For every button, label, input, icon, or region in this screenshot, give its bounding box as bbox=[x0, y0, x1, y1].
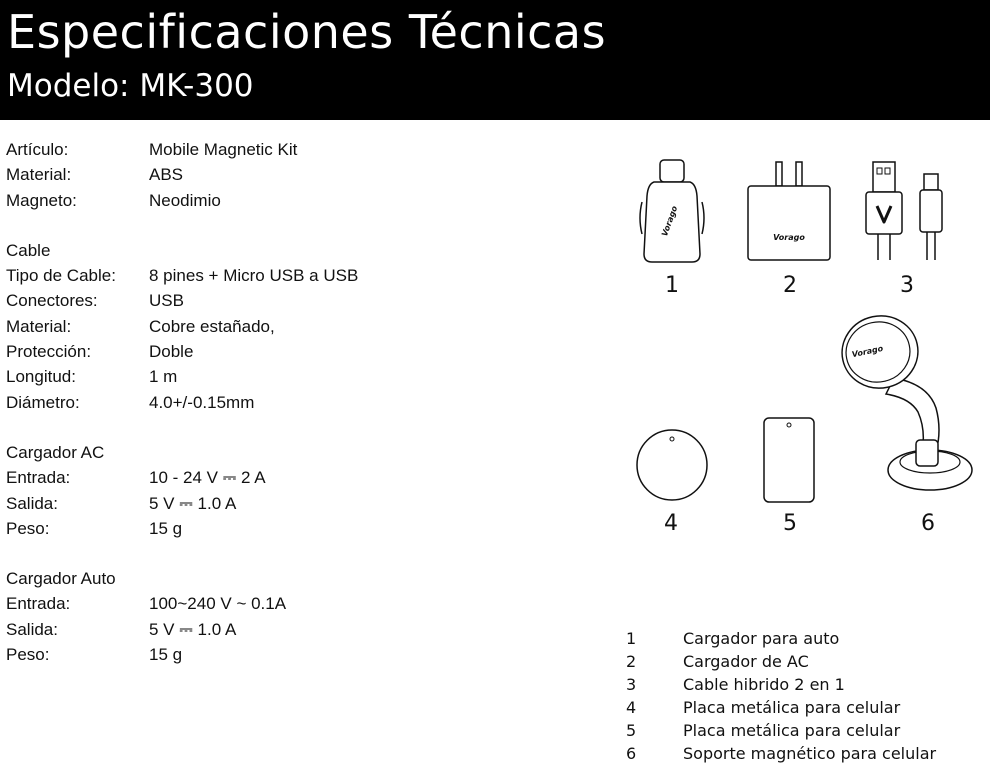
cable-wire bbox=[878, 234, 890, 260]
legend-text: Placa metálica para celular bbox=[683, 721, 901, 740]
legend-item bbox=[626, 742, 986, 765]
spec-label: Salida: bbox=[6, 619, 58, 639]
legend-item bbox=[626, 673, 986, 696]
spec-section-heading bbox=[6, 238, 606, 263]
spec-value: 100~240 V ~ 0.1A bbox=[149, 594, 287, 614]
ac-charger-body bbox=[748, 186, 830, 260]
rect-plate bbox=[764, 418, 814, 502]
spec-section-heading bbox=[6, 566, 606, 591]
legend-item bbox=[626, 650, 986, 673]
spec-spacer bbox=[6, 213, 606, 238]
usb-connector bbox=[873, 162, 895, 192]
legend-text: Cargador de AC bbox=[683, 652, 809, 671]
brand-logo: Vorago bbox=[660, 204, 680, 238]
spec-value: USB bbox=[149, 291, 184, 311]
ac-charger-illustration bbox=[746, 160, 832, 262]
figure-number: 6 bbox=[921, 511, 935, 536]
spec-spacer bbox=[6, 415, 606, 440]
model-subtitle: Modelo: MK-300 bbox=[7, 68, 254, 104]
spec-label: Tipo de Cable: bbox=[6, 266, 116, 286]
spec-row bbox=[6, 491, 606, 516]
spec-value: Doble bbox=[149, 342, 194, 362]
spec-row bbox=[6, 390, 606, 415]
hybrid-cable-illustration bbox=[864, 160, 950, 262]
figure-number: 4 bbox=[664, 511, 678, 536]
spec-value: Mobile Magnetic Kit bbox=[149, 140, 298, 159]
spec-section-heading bbox=[6, 440, 606, 465]
spec-label: Conectores: bbox=[6, 291, 98, 311]
brand-logo: Vorago bbox=[773, 233, 805, 242]
legend-text: Placa metálica para celular bbox=[683, 698, 901, 717]
figure-number: 5 bbox=[783, 511, 797, 536]
spec-value: Cobre estañado, bbox=[149, 316, 275, 336]
plate-hole bbox=[670, 437, 674, 441]
spec-value: 4.0+/-0.15mm bbox=[149, 392, 255, 412]
legend-number: 3 bbox=[626, 675, 637, 694]
spec-row bbox=[6, 642, 606, 667]
legend-number: 2 bbox=[626, 652, 637, 671]
spec-value: 5 V ⎓ 1.0 A bbox=[149, 619, 237, 639]
spec-row bbox=[6, 137, 606, 162]
brand-logo: Vorago bbox=[851, 343, 884, 360]
spec-value: 15 g bbox=[149, 518, 183, 538]
spec-value: 1 m bbox=[149, 367, 178, 387]
spec-label: Salida: bbox=[6, 493, 58, 513]
legend-text: Cable hibrido 2 en 1 bbox=[683, 675, 845, 694]
legend-number: 4 bbox=[626, 698, 637, 717]
section-title: Cargador AC bbox=[6, 442, 105, 462]
micro-usb-tip bbox=[924, 174, 938, 190]
figure-number: 3 bbox=[900, 273, 914, 298]
spec-value: 5 V ⎓ 1.0 A bbox=[149, 493, 237, 513]
page-title: Especificaciones Técnicas bbox=[7, 5, 607, 59]
round-metal-plate-illustration bbox=[634, 427, 710, 503]
legend-number: 1 bbox=[626, 629, 637, 648]
header-banner bbox=[0, 0, 990, 120]
spec-list bbox=[6, 137, 606, 667]
spec-value: 15 g bbox=[149, 645, 183, 665]
spec-row bbox=[6, 339, 606, 364]
legend-item bbox=[626, 627, 986, 650]
spec-label: Entrada: bbox=[6, 594, 71, 614]
spec-row bbox=[6, 188, 606, 213]
spec-row bbox=[6, 314, 606, 339]
legend-list bbox=[626, 627, 986, 765]
spec-value: 10 - 24 V ⎓ 2 A bbox=[149, 468, 266, 488]
spec-row bbox=[6, 288, 606, 313]
spec-label: Material: bbox=[6, 165, 72, 185]
spec-row bbox=[6, 591, 606, 616]
ac-charger-prong bbox=[796, 162, 802, 186]
magnetic-holder-illustration bbox=[834, 312, 974, 494]
spec-label: Diámetro: bbox=[6, 392, 80, 412]
spec-row bbox=[6, 465, 606, 490]
car-charger-side-clip bbox=[640, 202, 642, 234]
spec-label: Peso: bbox=[6, 645, 50, 665]
legend-text: Soporte magnético para celular bbox=[683, 744, 937, 763]
usb-connector-housing bbox=[866, 192, 902, 234]
spec-row bbox=[6, 263, 606, 288]
spec-spacer bbox=[6, 541, 606, 566]
spec-label: Magneto: bbox=[6, 190, 77, 210]
spec-label: Entrada: bbox=[6, 468, 71, 488]
spec-label: Peso: bbox=[6, 518, 50, 538]
spec-label: Protección: bbox=[6, 342, 92, 362]
figure-number: 2 bbox=[783, 273, 797, 298]
spec-row bbox=[6, 516, 606, 541]
ac-charger-prong bbox=[776, 162, 782, 186]
legend-number: 6 bbox=[626, 744, 637, 763]
car-charger-side-clip bbox=[702, 202, 704, 234]
cable-wire bbox=[927, 232, 935, 260]
spec-row bbox=[6, 617, 606, 642]
micro-usb-housing bbox=[920, 190, 942, 232]
plate-hole bbox=[787, 423, 791, 427]
spec-row bbox=[6, 162, 606, 187]
spec-label: Longitud: bbox=[6, 367, 76, 387]
legend-item bbox=[626, 719, 986, 742]
spec-value: Neodimio bbox=[149, 190, 221, 210]
car-charger-illustration bbox=[636, 158, 708, 266]
rect-metal-plate-illustration bbox=[760, 415, 818, 505]
holder-lever bbox=[916, 440, 938, 466]
legend-number: 5 bbox=[626, 721, 637, 740]
car-charger-tip bbox=[660, 160, 684, 182]
section-title: Cable bbox=[6, 240, 51, 260]
spec-label: Artículo: bbox=[6, 140, 69, 159]
figure-number: 1 bbox=[665, 273, 679, 298]
legend-item bbox=[626, 696, 986, 719]
spec-value: ABS bbox=[149, 165, 184, 185]
spec-label: Material: bbox=[6, 316, 72, 336]
section-title: Cargador Auto bbox=[6, 569, 116, 589]
legend-text: Cargador para auto bbox=[683, 629, 840, 648]
spec-row bbox=[6, 364, 606, 389]
spec-value: 8 pines + Micro USB a USB bbox=[149, 266, 359, 286]
